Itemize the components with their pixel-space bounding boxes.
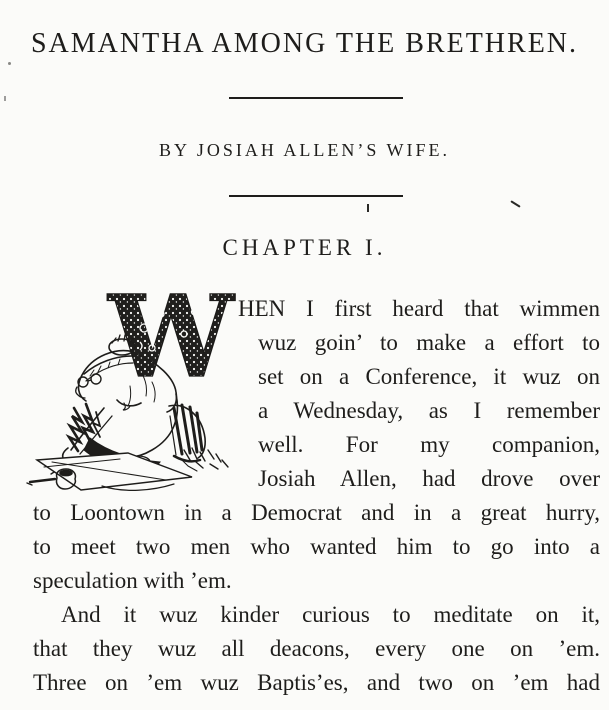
text-line: to meet two men who wanted him to go into a <box>33 534 600 559</box>
text-line: set on a Conference, it wuz on <box>258 364 600 389</box>
text-line: to Loontown in a Democrat and in a great hurry, <box>33 500 600 525</box>
text-line: that they wuz all deacons, every one on ’em. <box>33 636 600 661</box>
drop-cap-w <box>107 290 236 403</box>
ink-speck <box>367 204 369 212</box>
woman-writing-illustration <box>24 290 242 498</box>
ink-speck <box>4 96 6 101</box>
text-line: And it wuz kinder curious to meditate on it, <box>61 602 600 627</box>
author-byline: BY JOSIAH ALLEN’S WIFE. <box>158 140 450 160</box>
text-line: speculation with ’em. <box>33 568 232 593</box>
divider-rule <box>229 97 403 99</box>
book-title: SAMANTHA AMONG THE BRETHREN. <box>30 28 579 59</box>
chapter-illustration <box>33 292 258 494</box>
text-line: HEN I first heard that wimmen <box>238 296 600 321</box>
text-line: Josiah Allen, had drove over <box>258 466 600 491</box>
ink-speck <box>8 62 11 65</box>
svg-text:W: W <box>108 290 234 403</box>
text-line: well. For my companion, <box>258 432 600 457</box>
chapter-heading: CHAPTER I. <box>222 235 387 260</box>
text-line: a Wednesday, as I remember <box>258 398 600 423</box>
opening-paragraphs <box>33 292 600 700</box>
text-line: Three on ’em wuz Baptis’es, and two on ’em had <box>33 670 600 695</box>
divider-rule <box>229 195 403 197</box>
ink-speck <box>510 200 520 208</box>
text-line: wuz goin’ to make a effort to <box>258 330 600 355</box>
